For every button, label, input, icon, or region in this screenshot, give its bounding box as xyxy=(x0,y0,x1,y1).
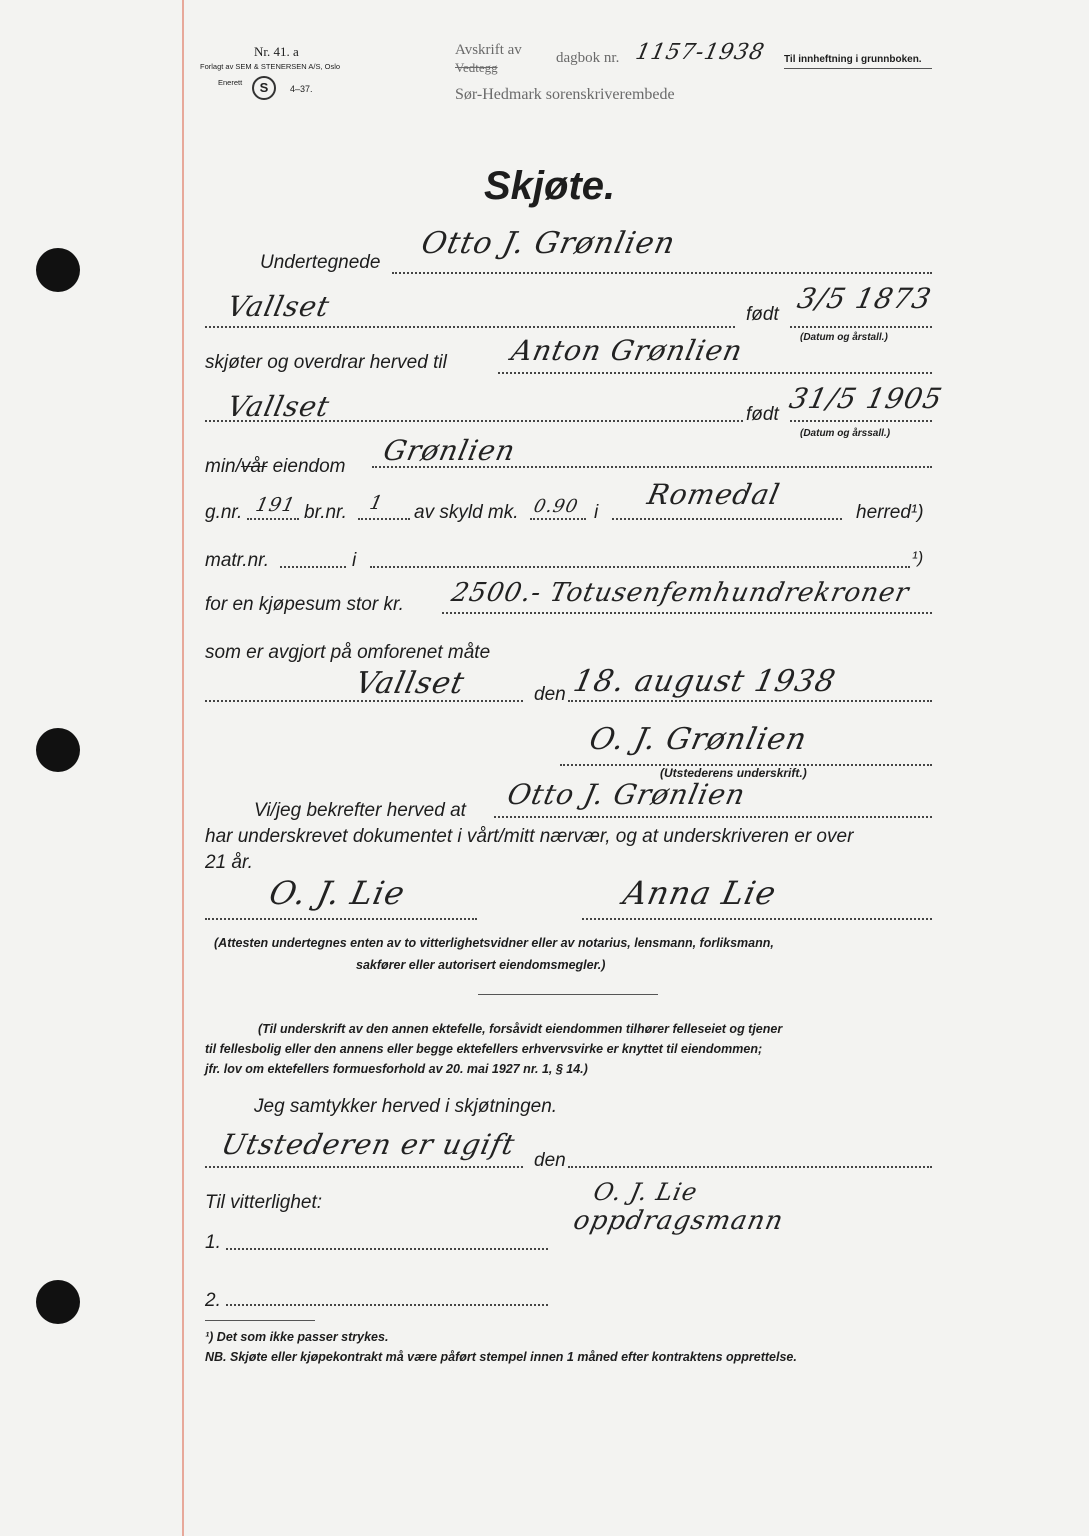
official-title: oppdragsmann xyxy=(570,1206,787,1236)
footnote-divider xyxy=(205,1320,315,1321)
brnr-value: 1 xyxy=(367,492,386,514)
witness2-line xyxy=(582,918,932,920)
form-date: 4–37. xyxy=(290,84,313,94)
property-label-struck: vår xyxy=(240,456,268,477)
brnr-label: br.nr. xyxy=(304,502,347,523)
sign-place: Vallset xyxy=(352,666,468,701)
buyer-birth-line xyxy=(790,420,932,422)
witness-line-2 xyxy=(226,1304,548,1306)
price-line xyxy=(442,612,932,614)
spouse-note-line1: (Til underskrift av den annen ektefelle, forsåvidt eiendommen tilhører felleseiet og tjener xyxy=(258,1022,783,1036)
stamp-diary-label: dagbok nr. xyxy=(556,50,620,66)
agreed-label: som er avgjort på omforenet måte xyxy=(205,642,491,663)
punch-hole-bottom xyxy=(36,1280,80,1324)
consent-label: Jeg samtykker herved i skjøtningen. xyxy=(254,1096,558,1117)
publisher-logo-icon: S xyxy=(252,76,276,100)
witness1-line xyxy=(205,918,477,920)
witness-note-line1: (Attesten undertegnes enten av to vitterlighetsvidner eller av notarius, lensmann, forliksmann, xyxy=(214,936,774,950)
herred-line xyxy=(612,518,842,520)
witness-note-line2: sakfører eller autorisert eiendomsmegler.) xyxy=(356,958,606,972)
stamp-struck-word: Vedtegg xyxy=(455,60,498,75)
signature-caption: (Utstederens underskrift.) xyxy=(660,766,807,780)
buyer-name: Anton Grønlien xyxy=(508,334,746,367)
brnr-line xyxy=(358,518,410,520)
seller-date-note: (Datum og årstall.) xyxy=(800,332,888,343)
form-number: Nr. 41. a xyxy=(254,44,299,59)
consent-text-line xyxy=(205,1166,523,1168)
punch-hole-middle xyxy=(36,728,80,772)
punch-hole-top xyxy=(36,248,80,292)
witness-line-2-label: 2. xyxy=(205,1290,221,1311)
buyer-name-line xyxy=(498,372,932,374)
buyer-birth: 31/5 1905 xyxy=(786,382,946,415)
buyer-place: Vallset xyxy=(224,390,333,423)
matr-note: ¹) xyxy=(912,548,924,567)
confirm-age: 21 år. xyxy=(205,852,253,873)
gnr-value: 191 xyxy=(253,494,298,516)
buyer-fodt-label: født xyxy=(746,404,779,425)
gnr-line xyxy=(247,518,299,520)
seller-birth-line xyxy=(790,326,932,328)
stamp-court-name: Sør-Hedmark sorenskriverembede xyxy=(455,86,675,103)
matr-label: matr.nr. xyxy=(205,550,270,571)
consent-text: Utstederen er ugift xyxy=(218,1128,519,1161)
stamp-prefix: Avskrift av xyxy=(455,42,522,58)
price-label: for en kjøpesum stor kr. xyxy=(205,594,404,615)
spouse-note-line3: jfr. lov om ektefellers formuesforhold av 20. mai 1927 nr. 1, § 14.) xyxy=(205,1062,588,1076)
skyld-label: av skyld mk. xyxy=(414,502,519,523)
undertegnede-label: Undertegnede xyxy=(260,252,381,273)
witness-label: Til vitterlighet: xyxy=(205,1192,323,1213)
price-value: 2500.- Totusenfemhundrekroner xyxy=(448,578,913,608)
herred-value: Romedal xyxy=(644,478,784,511)
matr-herred-line xyxy=(370,566,910,568)
seller-birth: 3/5 1873 xyxy=(794,282,935,315)
registration-note-underline xyxy=(784,68,932,69)
diary-number: 1157-1938 xyxy=(633,40,768,65)
transfer-label: skjøter og overdrar herved til xyxy=(205,352,447,373)
property-label xyxy=(205,456,345,478)
property-label-suffix: eiendom xyxy=(272,456,346,477)
publisher-line: Forlagt av SEM & STENERSEN A/S, Oslo xyxy=(200,62,341,71)
confirm-label: Vi/jeg bekrefter herved at xyxy=(254,800,466,821)
witness-line-1-label: 1. xyxy=(205,1232,221,1253)
official-signature: O. J. Lie xyxy=(591,1178,701,1206)
matr-line xyxy=(280,566,346,568)
skyld-value: 0.90 xyxy=(531,496,581,517)
spouse-note-line2: til fellesbolig eller den annens eller begge ektefellers erhvervsvirke er knyttet til eiendommen; xyxy=(205,1042,763,1056)
sign-den-label: den xyxy=(534,684,566,705)
confirm-name: Otto J. Grønlien xyxy=(504,778,749,811)
section-divider xyxy=(478,994,658,995)
seller-name-line xyxy=(392,272,932,274)
skyld-line xyxy=(530,518,586,520)
red-margin-line xyxy=(182,0,184,1536)
herred-label: herred¹) xyxy=(856,502,924,523)
matr-i-label: i xyxy=(352,550,357,571)
consent-den-label: den xyxy=(534,1150,566,1171)
gnr-label: g.nr. xyxy=(205,502,243,523)
seller-fodt-label: født xyxy=(746,304,779,325)
witness-line-1 xyxy=(226,1248,548,1250)
sign-date-line xyxy=(568,700,932,702)
page-title: Skjøte. xyxy=(484,164,616,208)
footnote-1: ¹) Det som ikke passer strykes. xyxy=(205,1330,389,1344)
property-label-prefix: min/ xyxy=(205,456,241,477)
property-name: Grønlien xyxy=(380,434,519,467)
seller-signature: O. J. Grønlien xyxy=(586,722,811,757)
confirm-text: har underskrevet dokumentet i vårt/mitt nærvær, og at underskriveren er over xyxy=(205,826,854,847)
witness-signature-2: Anna Lie xyxy=(619,874,781,912)
sign-date: 18. august 1938 xyxy=(570,664,840,699)
seller-place-line xyxy=(205,326,735,328)
herred-i-label: i xyxy=(594,502,599,523)
consent-date-line xyxy=(568,1166,932,1168)
witness-signature-1: O. J. Lie xyxy=(265,874,409,912)
registration-note: Til innheftning i grunnboken. xyxy=(784,54,922,65)
seller-place: Vallset xyxy=(224,290,333,323)
seller-name: Otto J. Grønlien xyxy=(418,226,679,261)
footnote-2: NB. Skjøte eller kjøpekontrakt må være påført stempel innen 1 måned efter kontraktens opprettelse. xyxy=(205,1350,797,1364)
exclusive-label: Enerett xyxy=(218,78,243,87)
confirm-name-line xyxy=(494,816,932,818)
buyer-date-note: (Datum og årssall.) xyxy=(800,428,891,439)
